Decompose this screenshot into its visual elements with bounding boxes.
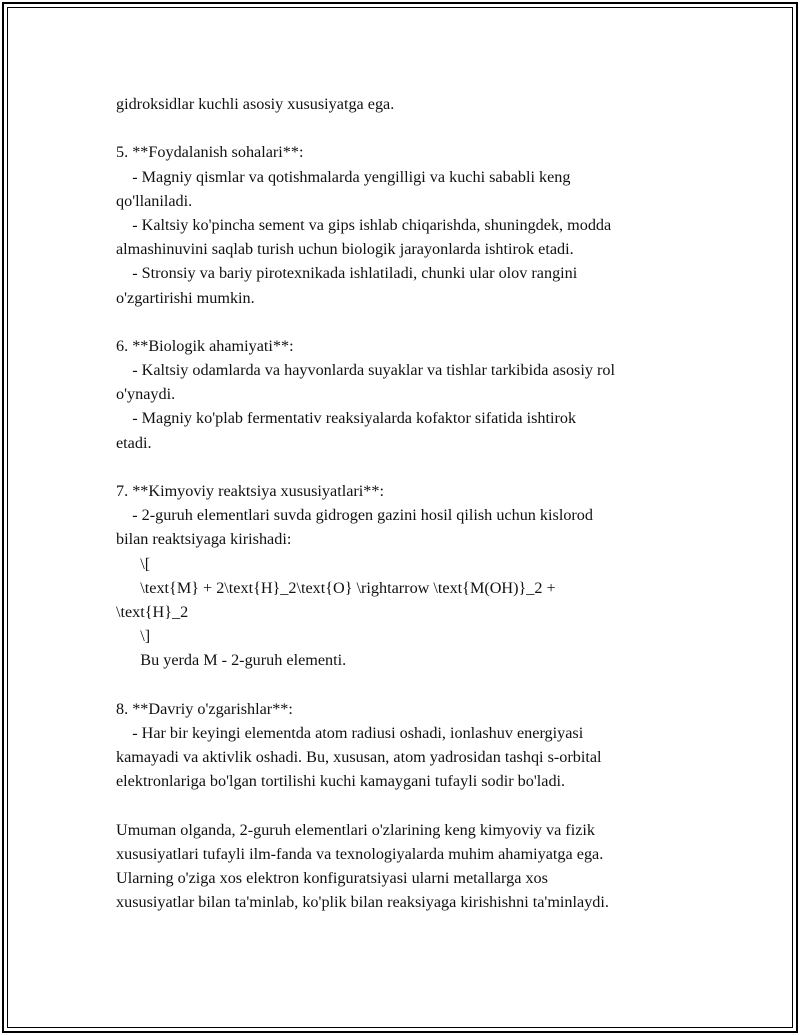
formula-line: \] xyxy=(116,627,151,646)
blank-line xyxy=(116,116,696,140)
blank-line xyxy=(116,310,696,334)
text-line: Ularning o'ziga xos elektron konfiguratsiyasi ularni metallarga xos xyxy=(116,869,548,887)
section-heading: 7. **Kimyoviy reaktsiya xususiyatlari**: xyxy=(116,482,384,500)
text-line: elektronlariga bo'lgan tortilishi kuchi kamaygani tufayli sodir bo'ladi. xyxy=(116,772,566,791)
text-line: Umuman olganda, 2-guruh elementlari o'zlarining keng kimyoviy va fizik xyxy=(116,820,595,839)
section-heading: 6. **Biologik ahamiyati**: xyxy=(116,336,294,355)
text-line: - Magniy qismlar va qotishmalarda yengilligi va kuchi sababli keng xyxy=(116,167,571,186)
text-line: kamayadi va aktivlik oshadi. Bu, xususan, atom yadrosidan tashqi s-orbital xyxy=(116,748,602,767)
blank-line xyxy=(116,673,696,697)
text-line: almashinuvini saqlab turish uchun biologik jarayonlarda ishtirok etadi. xyxy=(116,240,574,259)
text-line: Bu yerda M - 2-guruh elementi. xyxy=(116,651,347,670)
blank-line xyxy=(116,455,696,479)
text-line: xususiyatlar bilan ta'minlab, ko'plik bilan reaksiyaga kirishishni ta'minlaydi. xyxy=(116,893,609,912)
formula-line: \text{M} + 2\text{H}_2\text{O} \rightarrow \text{M(OH)}_2 + xyxy=(116,578,556,597)
text-line: - Har bir keyingi elementda atom radiusi oshadi, ionlashuv energiyasi xyxy=(116,723,584,742)
text-line: xususiyatlari tufayli ilm-fanda va texnologiyalarda muhim ahamiyatga ega. xyxy=(116,844,604,863)
text-line: - Magniy ko'plab fermentativ reaksiyalarda kofaktor sifatida ishtirok xyxy=(116,409,577,428)
text-line: gidroksidlar kuchli asosiy xususiyatga ega. xyxy=(116,95,395,113)
text-line: - Kaltsiy ko'pincha sement va gips ishlab chiqarishda, shuningdek, modda xyxy=(116,215,612,234)
formula-line: \[ xyxy=(116,554,151,573)
text-line: - 2-guruh elementlari suvda gidrogen gazini hosil qilish uchun kislorod xyxy=(116,506,593,525)
text-line: qo'llaniladi. xyxy=(116,191,193,210)
section-heading: 5. **Foydalanish sohalari**: xyxy=(116,143,304,162)
text-line: - Kaltsiy odamlarda va hayvonlarda suyaklar va tishlar tarkibida asosiy rol xyxy=(116,361,615,380)
text-line: bilan reaktsiyaga kirishadi: xyxy=(116,530,292,549)
text-line: o'ynaydi. xyxy=(116,385,176,404)
blank-line xyxy=(116,793,696,817)
text-line: o'zgartirishi mumkin. xyxy=(116,288,255,307)
text-line: etadi. xyxy=(116,433,152,452)
section-heading: 8. **Davriy o'zgarishlar**: xyxy=(116,699,293,718)
text-line: - Stronsiy va bariy pirotexnikada ishlatiladi, chunki ular olov rangini xyxy=(116,264,578,283)
formula-line: \text{H}_2 xyxy=(116,602,189,621)
document-body xyxy=(116,92,696,914)
